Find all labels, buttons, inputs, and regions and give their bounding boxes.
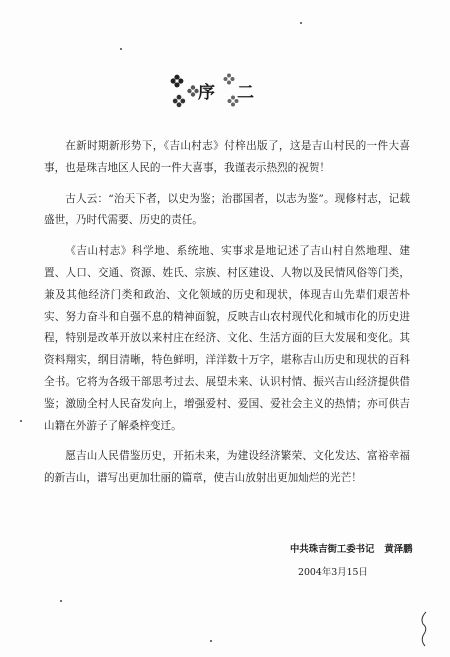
- paragraph: 古人云：“治天下者，以史为鉴；治郡国者，以志为鉴”。现修村志，记载盛世，乃时代需要、历史的责任。: [44, 192, 410, 227]
- paragraph: 愿吉山人民借鉴历史，开拓未来，为建设经济繁荣、文化发达、富裕幸福的新吉山，谱写出更加壮丽的篇章，使吉山放射出更加灿烂的光芒！: [44, 450, 410, 485]
- paragraph: 在新时期新形势下，《吉山村志》付梓出版了，这是吉山村民的一件大喜事，也是珠吉地区人民的一件大喜事，我谨表示热烈的祝贺！: [44, 140, 410, 174]
- flower-ornament-icon: [172, 94, 186, 108]
- paragraph: 《吉山村志》科学地、系统地、实事求是地记述了吉山村自然地理、建置、人口、交通、资源、姓氏、宗族、村区建设、人物以及民情风俗等门类，兼及其他经济门类和政治、文化领域的历史和现状，体现吉山先辈们艰苦朴实、努力奋斗和自强不息的精神面貌，反映吉山农村现代化和城市化的历史进程，特别是改革开放以来村庄在经济、文化、生活方面的巨大发展和变化。其资料翔实，纲目清晰，特色鲜明，洋洋数十万字，堪称吉山历史和现状的百科全书。它将为各级干部思考过去、展望未来、认识村情、振兴吉山经济提供借鉴；激励全村人民奋发向上，增强爱村、爱国、爱社会主义的热情；亦可供吉山籍在外游子了解桑梓变迁。: [44, 245, 410, 432]
- preface-body: [44, 136, 410, 499]
- scan-speck: [210, 640, 212, 642]
- signature-date: 2004年3月15日: [298, 567, 368, 578]
- pen-mark-icon: [416, 610, 434, 650]
- preface-heading: [168, 68, 288, 112]
- signature-name: 黄泽鹏: [384, 544, 413, 555]
- scan-speck: [120, 48, 122, 50]
- scan-speck: [60, 600, 62, 602]
- scan-speck: [300, 22, 302, 24]
- page-title: 序二: [198, 83, 276, 103]
- scan-speck: [20, 420, 22, 422]
- flower-ornament-icon: [170, 74, 184, 88]
- signature-title: 中共珠吉街工委书记: [290, 544, 375, 555]
- signature-line: [290, 541, 423, 555]
